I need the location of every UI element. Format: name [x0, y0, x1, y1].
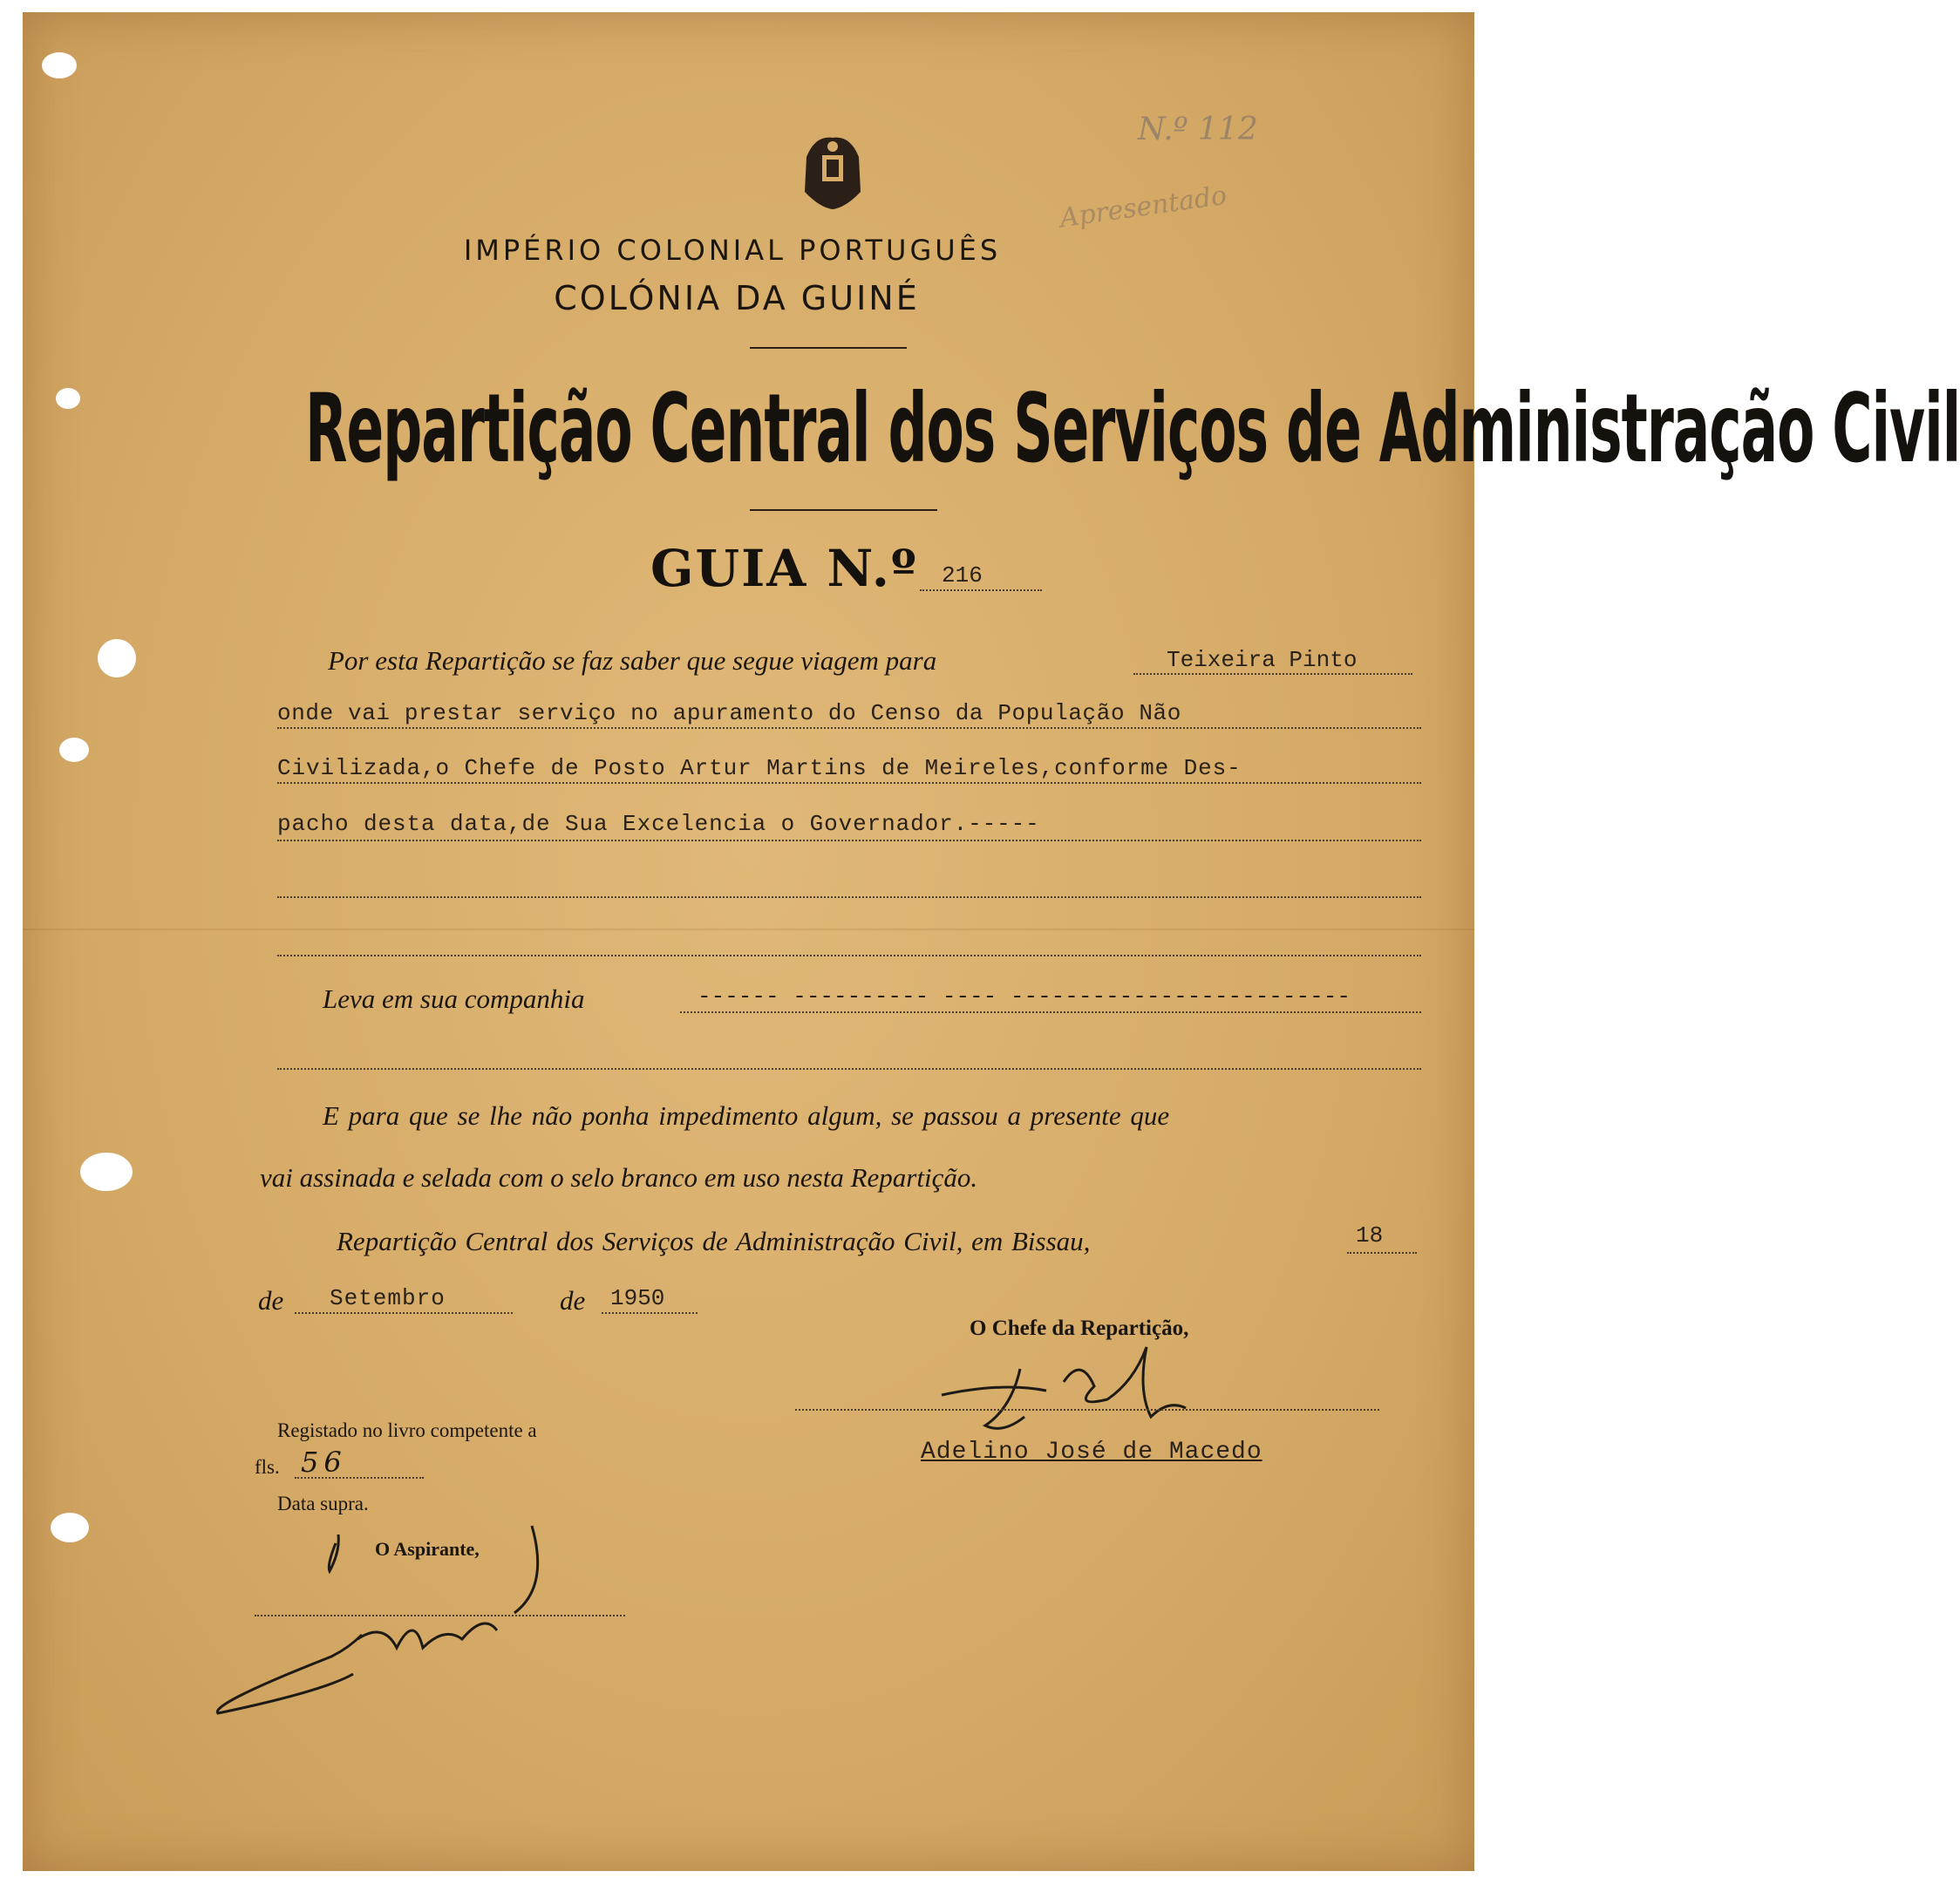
text-line	[277, 896, 1421, 898]
fold-line	[23, 929, 1474, 930]
paragraph-clearance-2: vai assinada e selada com o selo branco em uso nesta Repartição.	[260, 1162, 978, 1193]
registry-line: Registado no livro competente a	[277, 1419, 537, 1441]
registry-fls-value: 56	[301, 1446, 347, 1479]
companhia-line	[680, 1011, 1421, 1013]
registry-fls-label: fls.	[255, 1456, 280, 1478]
month-line	[295, 1312, 513, 1314]
registry-data: Data supra.	[277, 1493, 369, 1514]
punch-hole	[59, 738, 89, 762]
punch-hole	[98, 639, 136, 677]
guia-number-line	[920, 589, 1042, 591]
guia-label: GUIA N.º	[650, 539, 918, 598]
typed-line-3: Civilizada,o Chefe de Posto Artur Martins de Meireles,conforme Des-	[277, 755, 1242, 781]
date-month: Setembro	[330, 1285, 446, 1311]
text-line	[277, 1068, 1421, 1070]
signature-scribble	[924, 1330, 1203, 1443]
year-line	[602, 1312, 698, 1314]
header-rule	[750, 347, 907, 349]
guia-number: 216	[942, 562, 983, 589]
punch-hole	[80, 1153, 133, 1191]
date-de-1: de	[258, 1285, 284, 1316]
aspirante-signature	[183, 1517, 558, 1718]
coat-of-arms-icon	[798, 131, 868, 214]
aspirante-title: O Aspirante,	[375, 1538, 480, 1560]
typed-line-4: pacho desta data,de Sua Excelencia o Governador.-----	[277, 811, 1040, 837]
fls-line	[295, 1477, 424, 1479]
signature-line	[795, 1409, 1379, 1411]
date-de-2: de	[560, 1285, 586, 1316]
date-day: 18	[1356, 1222, 1384, 1249]
day-line	[1347, 1252, 1417, 1254]
paragraph-intro: Por esta Repartição se faz saber que segue viagem para	[328, 645, 937, 676]
companhia-value: ------ ---------- ---- -------------------------	[698, 983, 1351, 1010]
text-line	[277, 955, 1421, 956]
annotation-number: N.º 112	[1138, 112, 1258, 147]
companhia-label: Leva em sua companhia	[323, 983, 585, 1014]
department-title: Repartição Central dos Serviços de Administração Civil	[305, 373, 1960, 485]
punch-hole	[51, 1513, 89, 1542]
destination-line	[1133, 673, 1412, 675]
title-rule	[750, 509, 937, 511]
date-year: 1950	[610, 1285, 665, 1311]
destination-value: Teixeira Pinto	[1167, 647, 1358, 673]
text-line	[277, 727, 1421, 729]
header-empire: IMPÉRIO COLONIAL PORTUGUÊS	[463, 234, 1002, 267]
paragraph-clearance-1: E para que se lhe não ponha impedimento algum, se passou a presente que	[323, 1100, 1170, 1131]
text-line	[277, 782, 1421, 784]
signature-name: Adelino José de Macedo	[921, 1439, 1262, 1466]
signature-title: O Chefe da Repartição,	[970, 1317, 1189, 1340]
punch-hole	[56, 388, 80, 409]
place-line: Repartição Central dos Serviços de Administração Civil, em Bissau,	[337, 1226, 1091, 1256]
punch-hole	[42, 52, 77, 78]
annotation-faded: Apresentado	[1058, 180, 1229, 235]
text-line	[277, 840, 1421, 841]
typed-line-2: onde vai prestar serviço no apuramento do Censo da População Não	[277, 700, 1181, 726]
aspirante-line	[255, 1615, 625, 1616]
header-colony: COLÓNIA DA GUINÉ	[554, 279, 920, 317]
